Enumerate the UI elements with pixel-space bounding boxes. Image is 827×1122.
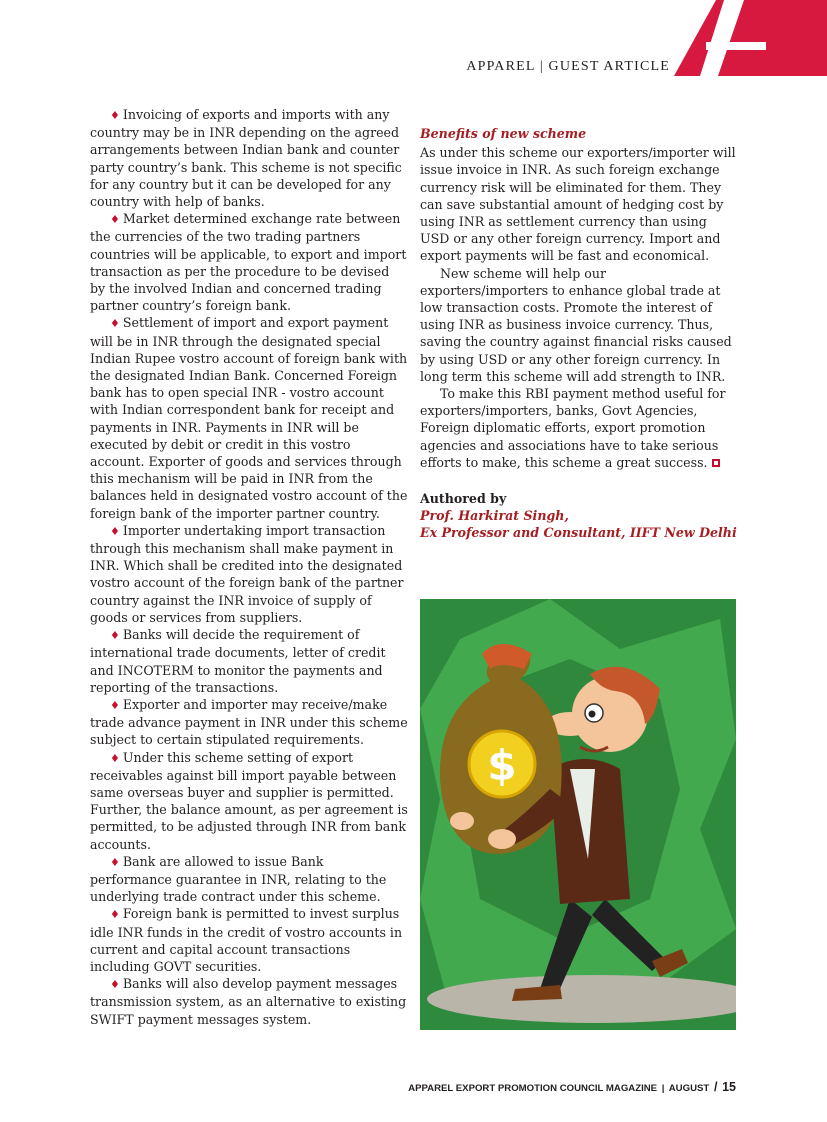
dollar-sign-icon: $ bbox=[487, 741, 517, 790]
money-bag-illustration bbox=[420, 599, 736, 1030]
bullet-paragraph: ♦ Market determined exchange rate between the currencies of the two trading partners countries will be applicable, to export and import transaction as per the procedure to be devised by the involved Indian and concerned trading partner country’s foreign bank. bbox=[90, 211, 407, 314]
footer-slash: / bbox=[713, 1080, 718, 1094]
bullet-paragraph: ♦ Banks will also develop payment messages transmission system, as an alternative to existing SWIFT payment messages system. bbox=[90, 976, 407, 1027]
section-label: APPAREL | GUEST ARTICLE bbox=[466, 59, 670, 74]
bullet-paragraph: ♦ Exporter and importer may receive/make trade advance payment in INR under this scheme subject to certain stipulated requirements. bbox=[90, 696, 408, 748]
diamond-bullet-icon: ♦ bbox=[110, 317, 120, 331]
diamond-bullet-icon: ♦ bbox=[110, 978, 120, 992]
author-title: Ex Professor and Consultant, IIFT New Delhi bbox=[420, 525, 737, 541]
authored-by-label: Authored by bbox=[420, 491, 507, 507]
body-paragraph: As under this scheme our exporters/importer will issue invoice in INR. As such foreign exchange currency risk will be eliminated for them. They can save substantial amount of hedging cost by using INR as settlement currency than using USD or any other foreign currency. Import and export payments will be fast and economical. bbox=[420, 145, 736, 264]
diamond-bullet-icon: ♦ bbox=[110, 524, 120, 538]
diamond-bullet-icon: ♦ bbox=[110, 908, 120, 922]
author-name: Prof. Harkirat Singh, bbox=[420, 508, 569, 524]
diamond-bullet-icon: ♦ bbox=[110, 698, 120, 712]
body-paragraph: To make this RBI payment method useful for exporters/importers, banks, Govt Agencies, Foreign diplomatic efforts, export promotion agencies and associations have to take serious efforts to make, this scheme a great success. bbox=[420, 386, 726, 470]
diamond-bullet-icon: ♦ bbox=[110, 213, 120, 227]
footer-separator: | bbox=[661, 1083, 665, 1094]
bullet-paragraph: ♦ Foreign bank is permitted to invest surplus idle INR funds in the credit of vostro accounts in current and capital account transactions including GOVT securities. bbox=[90, 906, 403, 974]
bullet-paragraph: ♦ Settlement of import and export payment will be in INR through the designated special Indian Rupee vostro account of foreign bank with the designated Indian Bank. Concerned Foreign bank has to open special INR - vostro account with Indian correspondent bank for receipt and payments in INR. Payments in INR will be executed by debit or credit in this vostro account. Exporter of goods and services through this mechanism will be paid in INR from the balances held in designated vostro account of the foreign bank of the importer partner country. bbox=[90, 315, 408, 521]
bullet-paragraph: ♦ Importer undertaking import transaction through this mechanism shall make payment in INR. Which shall be credited into the designated vostro account of the foreign bank of the partner country against the INR invoice of supply of goods or services from suppliers. bbox=[90, 522, 404, 625]
left-column bbox=[90, 106, 408, 1028]
bullet-paragraph: ♦ Bank are allowed to issue Bank performance guarantee in INR, relating to the underlying trade contract under this scheme. bbox=[90, 853, 387, 905]
section-subheading: Benefits of new scheme bbox=[420, 126, 587, 141]
diamond-bullet-icon: ♦ bbox=[110, 855, 120, 869]
issue-month: AUGUST bbox=[668, 1083, 710, 1094]
magazine-name: APPAREL EXPORT PROMOTION COUNCIL MAGAZINE bbox=[408, 1083, 658, 1094]
body-paragraph: New scheme will help our exporters/importers to enhance global trade at low transaction costs. Promote the interest of using INR as business invoice currency. Thus, saving the country against financial risks caused by using USD or any other foreign currency. In long term this scheme will add strength to INR. bbox=[420, 265, 732, 384]
bullet-paragraph: ♦ Banks will decide the requirement of international trade documents, letter of credit and INCOTERM to monitor the payments and reporting of the transactions. bbox=[90, 627, 386, 695]
bullet-paragraph: ♦ Invoicing of exports and imports with any country may be in INR depending on the agreed arrangements between Indian bank and counter party country’s bank. This scheme is not specific for any country but it can be developed for any country with help of banks. bbox=[90, 107, 402, 210]
diamond-bullet-icon: ♦ bbox=[110, 629, 120, 643]
page-number: 15 bbox=[722, 1080, 736, 1094]
diamond-bullet-icon: ♦ bbox=[110, 109, 120, 122]
right-column bbox=[420, 125, 738, 542]
article-end-icon bbox=[712, 459, 720, 467]
diamond-bullet-icon: ♦ bbox=[110, 751, 120, 765]
page-footer bbox=[360, 1080, 736, 1094]
bullet-paragraph: ♦ Under this scheme setting of export receivables against bill import payable between same overseas buyer and supplier is permitted. Further, the balance amount, as per agreement is permitted, to be adjusted through INR from bank accounts. bbox=[90, 749, 408, 852]
magazine-logo-a-icon bbox=[674, 0, 827, 76]
